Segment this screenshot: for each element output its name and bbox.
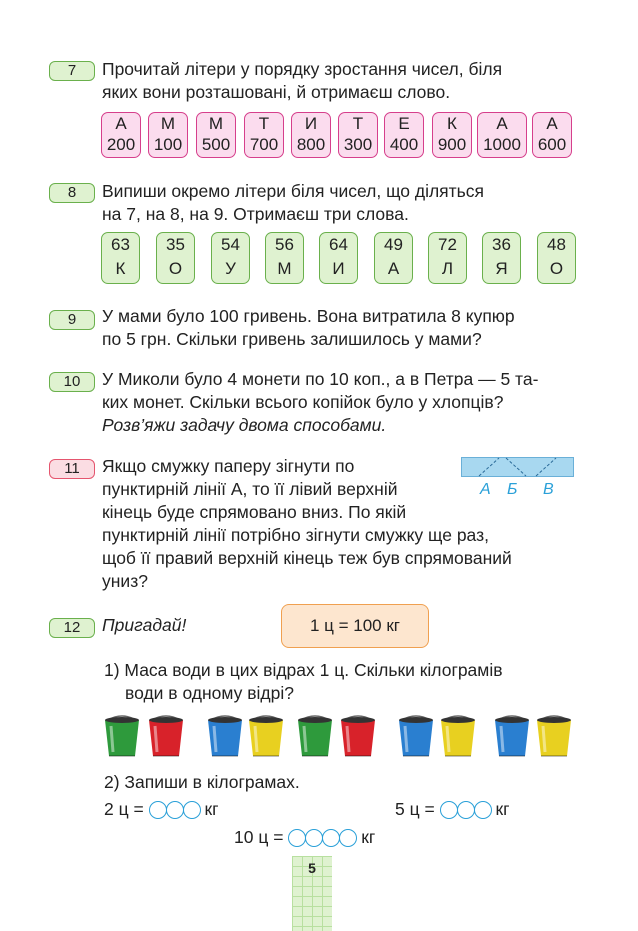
bucket-icon — [396, 712, 436, 758]
formula-box: 1 ц = 100 кг — [281, 604, 429, 648]
bucket-icon — [338, 712, 378, 758]
equation-3-left: 10 ц = — [234, 827, 284, 847]
task-11-line-1: Якщо смужку паперу зігнути по — [102, 456, 355, 476]
number-card — [537, 232, 576, 284]
card-letter: Л — [441, 259, 454, 278]
task-11-line-2: пунктирній лінії А, то її лівий верхній — [102, 479, 398, 499]
letter-card — [338, 112, 378, 158]
card-number: 800 — [296, 135, 326, 154]
unit-kg: кг — [361, 827, 376, 847]
task-12-question-1 — [104, 659, 582, 705]
number-card — [482, 232, 521, 284]
card-letter: И — [304, 114, 318, 133]
bucket-icon — [438, 712, 478, 758]
card-letter: К — [115, 259, 126, 278]
card-letter: А — [115, 114, 127, 133]
card-number: 48 — [547, 235, 566, 254]
answer-boxes-4[interactable] — [288, 829, 356, 847]
letter-card — [244, 112, 284, 158]
number-card — [374, 232, 413, 284]
card-number: 500 — [201, 135, 231, 154]
strip-label-a: А — [480, 481, 491, 498]
card-letter: А — [546, 114, 558, 133]
card-number: 72 — [438, 235, 457, 254]
bucket-icon — [102, 712, 142, 758]
card-letter: И — [332, 259, 345, 278]
card-letter: Т — [258, 114, 270, 133]
fold-line-b — [506, 458, 526, 476]
card-number: 900 — [437, 135, 467, 154]
task-8-text — [102, 180, 580, 226]
q1-line-1: 1) Маса води в цих відрах 1 ц. Скільки кілограмів — [104, 660, 503, 680]
task-7-line-1: Прочитай літери у порядку зростання чисел, біля — [102, 59, 503, 79]
task-8-number: 8 — [49, 183, 95, 203]
card-number: 100 — [153, 135, 183, 154]
card-number: 700 — [249, 135, 279, 154]
equation-2-left: 5 ц = — [395, 799, 435, 819]
card-number: 1000 — [483, 135, 521, 154]
letter-card — [432, 112, 472, 158]
answer-boxes-3[interactable] — [149, 801, 200, 819]
card-number: 36 — [492, 235, 511, 254]
paper-strip — [461, 457, 574, 477]
unit-kg: кг — [204, 799, 219, 819]
bucket-icon — [146, 712, 186, 758]
card-letter: М — [277, 259, 292, 278]
task-10-line-2: ких монет. Скільки всього копійок було у хлопців? — [102, 392, 504, 412]
page-number: 5 — [308, 860, 316, 876]
card-number: 35 — [166, 235, 185, 254]
equation-3 — [234, 826, 375, 849]
number-card — [211, 232, 250, 284]
card-number: 56 — [275, 235, 294, 254]
card-number: 200 — [106, 135, 136, 154]
bucket-icon — [492, 712, 532, 758]
card-letter: Т — [352, 114, 364, 133]
task-9-line-2: по 5 грн. Скільки гривень залишилось у мами? — [102, 329, 482, 349]
letter-card — [532, 112, 572, 158]
equation-2 — [395, 798, 510, 821]
fold-lines — [461, 457, 574, 477]
card-letter: М — [208, 114, 224, 133]
card-letter: А — [387, 259, 400, 278]
number-card — [319, 232, 358, 284]
fold-line-a — [479, 458, 499, 476]
card-letter: Е — [398, 114, 410, 133]
task-10-number: 10 — [49, 372, 95, 392]
card-letter: К — [447, 114, 457, 133]
letter-card — [101, 112, 141, 158]
card-number: 64 — [329, 235, 348, 254]
equation-1 — [104, 798, 219, 821]
card-letter: Я — [495, 259, 508, 278]
bucket-icon — [534, 712, 574, 758]
card-letter: М — [160, 114, 176, 133]
task-9-number: 9 — [49, 310, 95, 330]
card-letter: О — [168, 259, 183, 278]
task-11-number: 11 — [49, 459, 95, 479]
task-11-line-6: униз? — [102, 571, 148, 591]
bucket-icon — [205, 712, 245, 758]
task-9-text — [102, 305, 580, 351]
unit-kg: кг — [495, 799, 510, 819]
task-9-line-1: У мами було 100 гривень. Вона витратила 8 купюр — [102, 306, 515, 326]
card-letter: У — [225, 259, 236, 278]
number-card — [101, 232, 140, 284]
letter-card — [196, 112, 236, 158]
task-8-line-2: на 7, на 8, на 9. Отримаєш три слова. — [102, 204, 409, 224]
bucket-icon — [295, 712, 335, 758]
bucket-icon — [246, 712, 286, 758]
card-number: 600 — [537, 135, 567, 154]
number-card — [428, 232, 467, 284]
remember-label: Пригадай! — [102, 615, 187, 635]
card-letter: О — [549, 259, 564, 278]
task-7-line-2: яких вони розташовані, й отримаєш слово. — [102, 82, 451, 102]
task-10-line-3: Розв’яжи задачу двома способами. — [102, 415, 387, 435]
task-7-number: 7 — [49, 61, 95, 81]
task-10-line-1: У Миколи було 4 монети по 10 коп., а в Петра — 5 та- — [102, 369, 539, 389]
card-number: 49 — [384, 235, 403, 254]
task-10-text — [102, 368, 580, 437]
q1-line-2: води в одному відрі? — [125, 683, 295, 703]
task-11-line-5: щоб її правий верхній кінець теж був спрямований — [102, 548, 512, 568]
letter-card — [384, 112, 424, 158]
task-12-question-2: 2) Запиши в кілограмах. — [104, 772, 300, 792]
task-7-text — [102, 58, 580, 104]
letter-card — [291, 112, 331, 158]
card-number: 54 — [221, 235, 240, 254]
equation-1-left: 2 ц = — [104, 799, 144, 819]
letter-card — [477, 112, 527, 158]
answer-boxes-3b[interactable] — [440, 801, 491, 819]
number-card — [156, 232, 195, 284]
strip-label-b: Б — [507, 481, 518, 498]
card-number: 400 — [389, 135, 419, 154]
task-12-number: 12 — [49, 618, 95, 638]
card-letter: А — [496, 114, 508, 133]
letter-card — [148, 112, 188, 158]
task-8-line-1: Випиши окремо літери біля чисел, що діляться — [102, 181, 485, 201]
card-number: 300 — [343, 135, 373, 154]
task-11-line-3: кінець буде спрямовано вниз. По якій — [102, 502, 407, 522]
number-card — [265, 232, 304, 284]
task-11-line-4: пунктирній лінії потрібно зігнути смужку ще раз, — [102, 525, 489, 545]
fold-line-c — [536, 458, 556, 476]
strip-label-c: В — [543, 481, 554, 498]
card-number: 63 — [111, 235, 130, 254]
